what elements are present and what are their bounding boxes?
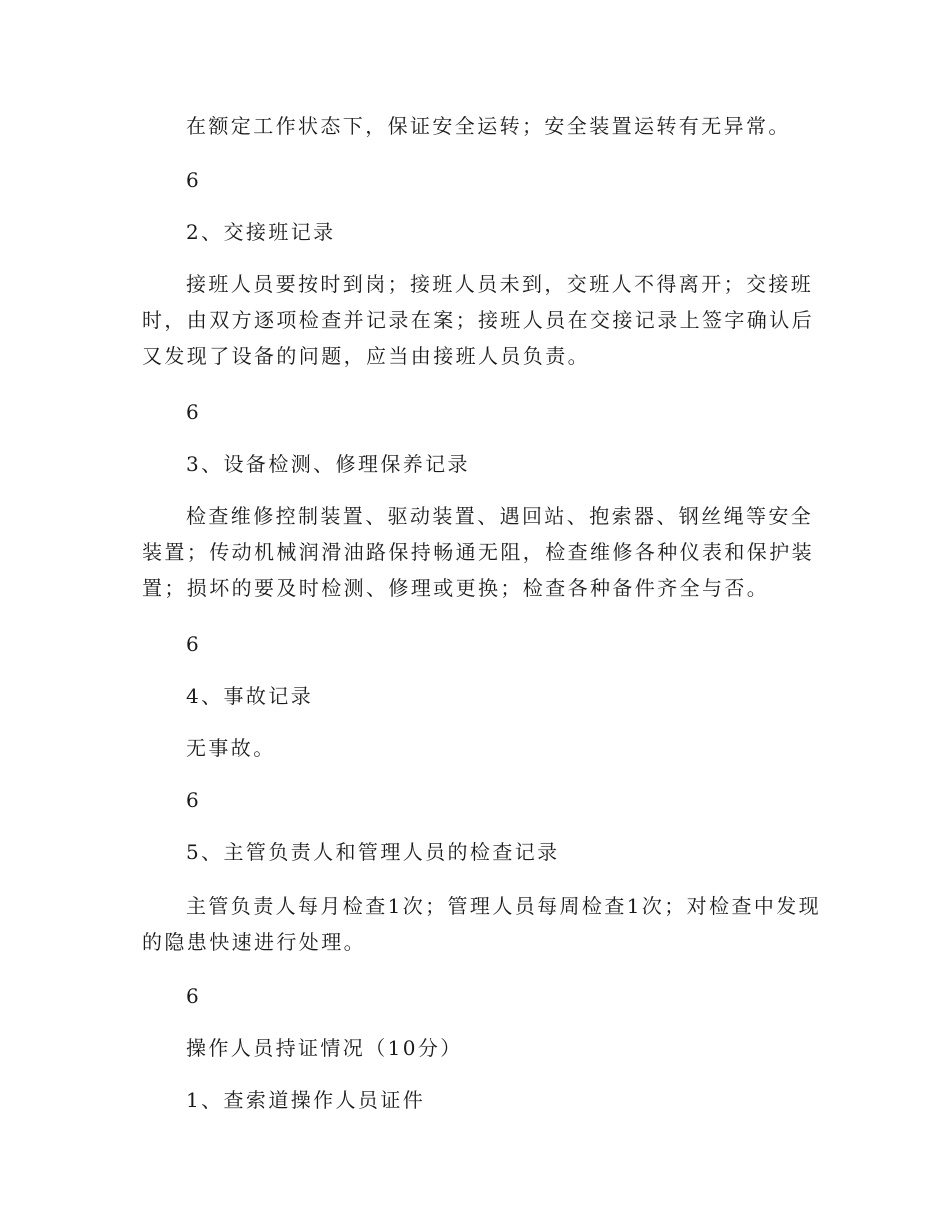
section-heading-operator-certification: 操作人员持证情况（10分）	[186, 1036, 463, 1060]
score-line: 6	[186, 788, 202, 812]
paragraph-equipment-maintenance: 检查维修控制装置、驱动装置、遇回站、抱索器、钢丝绳等安全装置；传动机械润滑油路保持畅通无阻，检查维修各种仪表和保护装置；损坏的要及时检测、修理或更换；检查各种备件齐全与否。	[142, 504, 814, 600]
section-heading-equipment-maintenance: 3、设备检测、修理保养记录	[186, 452, 470, 476]
score-line: 6	[186, 168, 202, 192]
score-line: 6	[186, 400, 202, 424]
section-heading-inspection-record: 5、主管负责人和管理人员的检查记录	[186, 840, 560, 864]
section-heading-accident-record: 4、事故记录	[186, 684, 314, 708]
score-line: 6	[186, 632, 202, 656]
paragraph-inspection-record: 主管负责人每月检查1次；管理人员每周检查1次；对检查中发现的隐患快速进行处理。	[142, 894, 822, 954]
section-heading-shift-handover: 2、交接班记录	[186, 220, 336, 244]
section-heading-check-operator-certificates: 1、查索道操作人员证件	[186, 1088, 426, 1112]
paragraph-accident-record: 无事故。	[186, 736, 276, 760]
paragraph-safety-operation: 在额定工作状态下，保证安全运转；安全装置运转有无异常。	[186, 114, 791, 138]
score-line: 6	[186, 984, 202, 1008]
paragraph-shift-handover: 接班人员要按时到岗；接班人员未到，交班人不得离开；交接班时，由双方逐项检查并记录在案；接班人员在交接记录上签字确认后又发现了设备的问题，应当由接班人员负责。	[142, 272, 814, 368]
